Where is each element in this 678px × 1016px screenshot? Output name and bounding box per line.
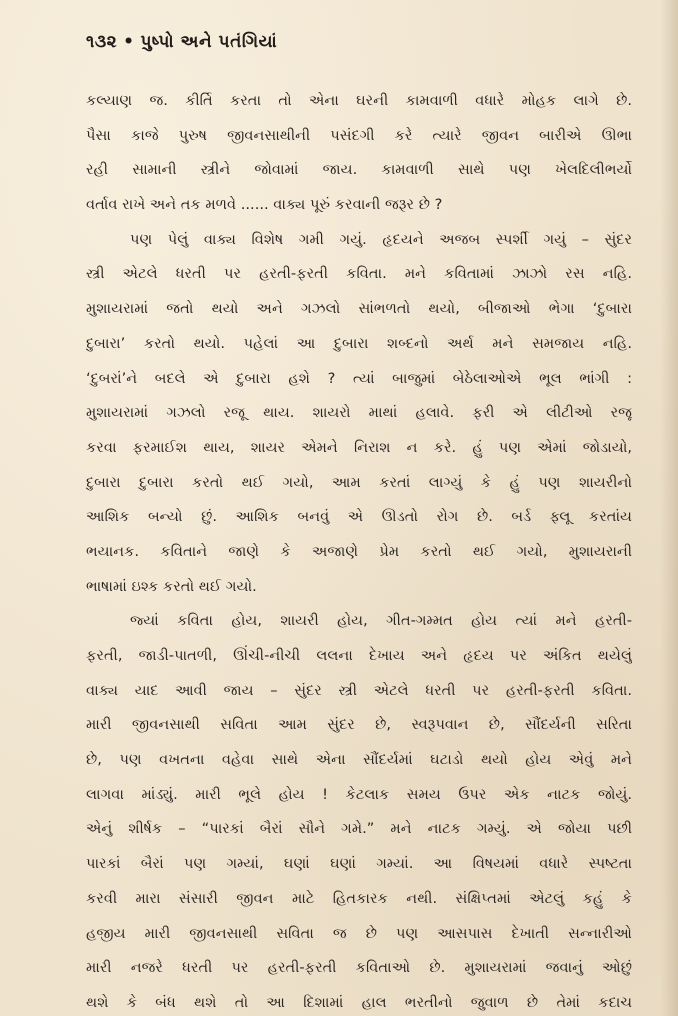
text-line: મુશાયરામાં ગઝલો રજૂ થાય. શાયરો માથાં હલાવે. ફરી એ લીટીઓ રજૂ (86, 404, 632, 422)
running-head (86, 32, 277, 52)
text-line: વર્તાવ રાખે અને તક મળવે ...... વાક્ય પૂરું કરવાની જરૂર છે ? (86, 196, 443, 214)
text-line: કલ્યાણ જ. કીર્તિ કરતા તો એના ઘરની કામવાળી વધારે મોહક લાગે છે. (86, 92, 632, 109)
text-line: મારી નજરે ધરતી પર હરતી-ફરતી કવિતાઓ છે. મુશાયરામાં જવાનું ઓછું (86, 959, 632, 977)
text-line: પણ પેલું વાક્ય વિશેષ ગમી ગયું. હૃદયને અજબ સ્પર્શી ગયું – સુંદર (130, 230, 632, 248)
text-line: ભયાનક. કવિતાને જાણે કે અજાણે પ્રેમ કરતો થઈ ગયો, મુશાયરાની (86, 542, 632, 560)
text-line: રહી સામાની સ્ત્રીને જોવામાં જાય. કામવાળી સાથે પણ ખેલદિલીભર્યો (86, 161, 632, 179)
text-line: ફરતી, જાડી-પાતળી, ઊંચી-નીચી લલના દેખાય અને હૃદય પર અંકિત થયેલું (86, 647, 632, 664)
paragraph-1 (86, 84, 632, 223)
text-line: આશિક બન્યો છું. આશિક બનવું એ ઊડતો રોગ છે. બર્ડ ફ્લૂ કરતાંય (86, 508, 632, 526)
paragraph-2 (86, 223, 632, 605)
text-line: મારી જીવનસાથી સવિતા આમ સુંદર છે, સ્વરૂપવાન છે, સૌંદર્યની સરિતા (86, 716, 632, 734)
text-line: જ્યાં કવિતા હોય, શાયરી હોય, ગીત-ગમ્મત હોય ત્યાં મને હરતી- (130, 612, 632, 630)
text-line: લાગવા માંડ્યું. મારી ભૂલે હોય ! કેટલાક સમય ઉપર એક નાટક જોયું. (86, 785, 632, 803)
text-line: પૈસા કાજે પુરુષ જીવનસાથીની પસંદગી કરે ત્યારે જીવન બારીએ ઊભા (86, 126, 632, 144)
text-line: ‘દુબરાં’ને બદલે એ દુબારા હશે ? ત્યાં બાજુમાં બેઠેલાઓએ ભૂલ ભાંગી : (86, 369, 632, 387)
body-text (86, 84, 632, 1016)
text-line: વાક્ય યાદ આવી જાય – સુંદર સ્ત્રી એટલે ધરતી પર હરતી-ફરતી કવિતા. (86, 681, 632, 699)
page-number: ૧૩૨ (86, 32, 118, 52)
paragraph-3 (86, 604, 632, 1016)
text-line: સ્ત્રી એટલે ધરતી પર હરતી-ફરતી કવિતા. મને કવિતામાં ઝાઝો રસ નહિ. (86, 265, 632, 283)
text-line: ભાષામાં ઇશ્ક કરતો થઈ ગયો. (86, 577, 257, 595)
text-line: છે, પણ વખતના વહેવા સાથે એના સૌંદર્યમાં ઘટાડો થયો હોય એવું મને (86, 751, 632, 769)
text-line: મુશાયરામાં જતો થયો અને ગઝલો સાંભળતો થયો, બીજાઓ ભેગા ‘દુબારા (86, 300, 632, 318)
book-title: પુષ્પો અને પતંગિયાં (140, 32, 278, 52)
text-line: કરવી મારા સંસારી જીવન માટે હિતકારક નથી. સંક્ષિપ્તમાં એટલું કહું કે (86, 889, 632, 907)
text-line: કરવા ફરમાઈશ થાય, શાયર એમને નિરાશ ન કરે. હું પણ એમાં જોડાયો, (86, 438, 632, 456)
text-line: પારકાં બૈરાં પણ ગમ્યાં, ઘણાં ઘણાં ગમ્યાં. આ વિષયમાં વધારે સ્પષ્ટતા (86, 855, 632, 873)
text-line: દુબારા દુબારા કરતો થઈ ગયો, આમ કરતાં લાગ્યું કે હું પણ શાયરીનો (86, 473, 632, 491)
header-separator: • (123, 32, 135, 52)
text-line: દુબારા’ કરતો થયો. પહેલાં આ દુબારા શબ્દનો અર્થ મને સમજાય નહિ. (86, 334, 632, 352)
text-line: એનું શીર્ષક – “પારકાં બૈરાં સૌને ગમે.” મને નાટક ગમ્યું. એ જોયા પછી (86, 820, 632, 838)
text-line: હજીય મારી જીવનસાથી સવિતા જ છે પણ આસપાસ દેખાતી સન્નારીઓ (86, 924, 632, 942)
text-line: થશે કે બંધ થશે તો આ દિશામાં હાલ ભરતીનો જુવાળ છે તેમાં કદાચ (86, 993, 632, 1011)
